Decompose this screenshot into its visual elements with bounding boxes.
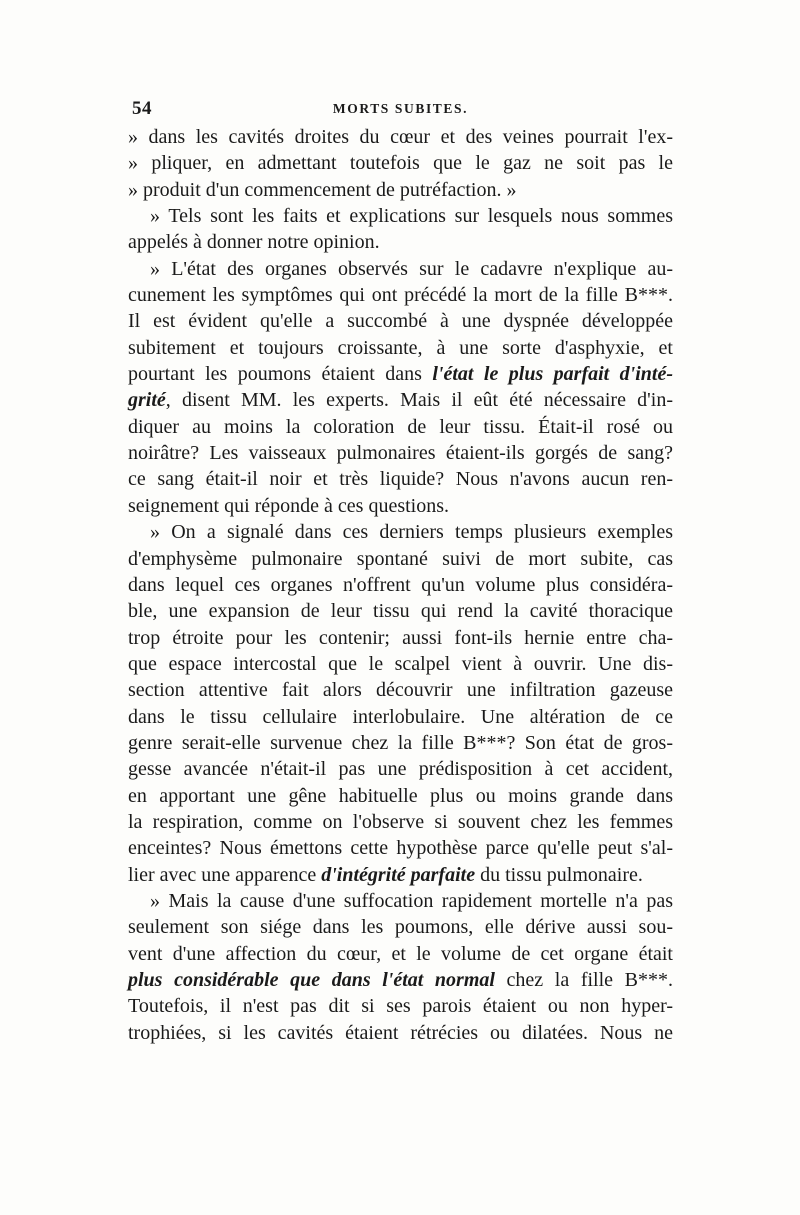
text-line: genre serait-elle survenue chez la fille B***? Son état de gros- — [128, 731, 673, 754]
text-line: » Tels sont les faits et explications sur lesquels nous sommes — [150, 205, 673, 228]
text-line: que espace intercostal que le scalpel vient à ouvrir. Une dis- — [128, 652, 673, 675]
running-title: MORTS SUBITES. — [332, 101, 469, 116]
italic-text: l'état le plus parfait d'inté- — [432, 363, 673, 386]
text-line: dans lequel ces organes n'offrent qu'un volume plus considéra- — [128, 573, 673, 596]
text-segment: lier avec une apparence — [128, 863, 322, 886]
text-line — [128, 387, 673, 413]
text-line — [128, 967, 673, 993]
text-line: gesse avancée n'était-il pas une prédisposition à cet accident, — [128, 758, 673, 781]
italic-text: d'intégrité parfaite — [321, 863, 476, 886]
text-line: section attentive fait alors découvrir une infiltration gazeuse — [128, 679, 673, 702]
text-line: » On a signalé dans ces derniers temps plusieurs exemples — [150, 521, 673, 544]
text-line: Il est évident qu'elle a succombé à une dyspnée développée — [128, 310, 673, 333]
text-line: seignement qui réponde à ces questions. — [128, 494, 450, 517]
text-line: » pliquer, en admettant toutefois que le gaz ne soit pas le — [128, 152, 673, 175]
text-segment: , disent MM. les experts. Mais il eût été nécessaire d'in- — [165, 389, 673, 412]
text-line: trophiées, si les cavités étaient rétrécies ou dilatées. Nous ne — [128, 1021, 673, 1044]
text-line: trop étroite pour les contenir; aussi font-ils hernie entre cha- — [128, 626, 673, 649]
italic-text: grité — [128, 389, 166, 412]
text-segment: chez la fille B***. — [494, 969, 673, 991]
text-line: cunement les symptômes qui ont précédé la mort de la fille B***. — [128, 284, 673, 307]
text-line: diquer au moins la coloration de leur tissu. Était-il rosé ou — [128, 415, 673, 438]
text-line: ble, une expansion de leur tissu qui rend la cavité thoracique — [128, 600, 673, 623]
page-number: 54 — [132, 98, 152, 119]
text-line: » produit d'un commencement de putréfaction. » — [128, 178, 517, 201]
text-line: la respiration, comme on l'observe si souvent chez les femmes — [128, 810, 673, 833]
text-line: vent d'une affection du cœur, et le volume de cet organe était — [128, 942, 673, 965]
text-segment: pourtant les poumons étaient dans — [128, 363, 433, 386]
text-line: seulement son siége dans les poumons, elle dérive aussi sou- — [128, 916, 673, 939]
text-line: en apportant une gêne habituelle plus ou moins grande dans — [128, 784, 673, 807]
text-line — [128, 862, 673, 888]
italic-text: plus considérable que dans l'état normal — [128, 969, 495, 991]
text-line: Toutefois, il n'est pas dit si ses parois étaient ou non hyper- — [128, 995, 673, 1018]
text-line: noirâtre? Les vaisseaux pulmonaires étaient-ils gorgés de sang? — [128, 442, 673, 465]
text-segment: du tissu pulmonaire. — [475, 863, 643, 886]
text-line: » L'état des organes observés sur le cadavre n'explique au- — [150, 257, 673, 280]
text-line — [128, 361, 673, 387]
text-line: » Mais la cause d'une suffocation rapidement mortelle n'a pas — [150, 889, 673, 912]
text-line: » dans les cavités droites du cœur et des veines pourrait l'ex- — [128, 126, 673, 148]
text-line: enceintes? Nous émettons cette hypothèse parce qu'elle peut s'al- — [128, 837, 673, 860]
text-line: appelés à donner notre opinion. — [128, 231, 380, 254]
text-line: dans le tissu cellulaire interlobulaire. Une altération de ce — [128, 705, 673, 728]
text-line: subitement et toujours croissante, à une sorte d'asphyxie, et — [128, 336, 673, 359]
text-line: ce sang était-il noir et très liquide? Nous n'avons aucun ren- — [128, 468, 673, 491]
text-line: d'emphysème pulmonaire spontané suivi de mort subite, cas — [128, 547, 673, 570]
body-text — [128, 124, 673, 1046]
page-header — [128, 98, 673, 120]
